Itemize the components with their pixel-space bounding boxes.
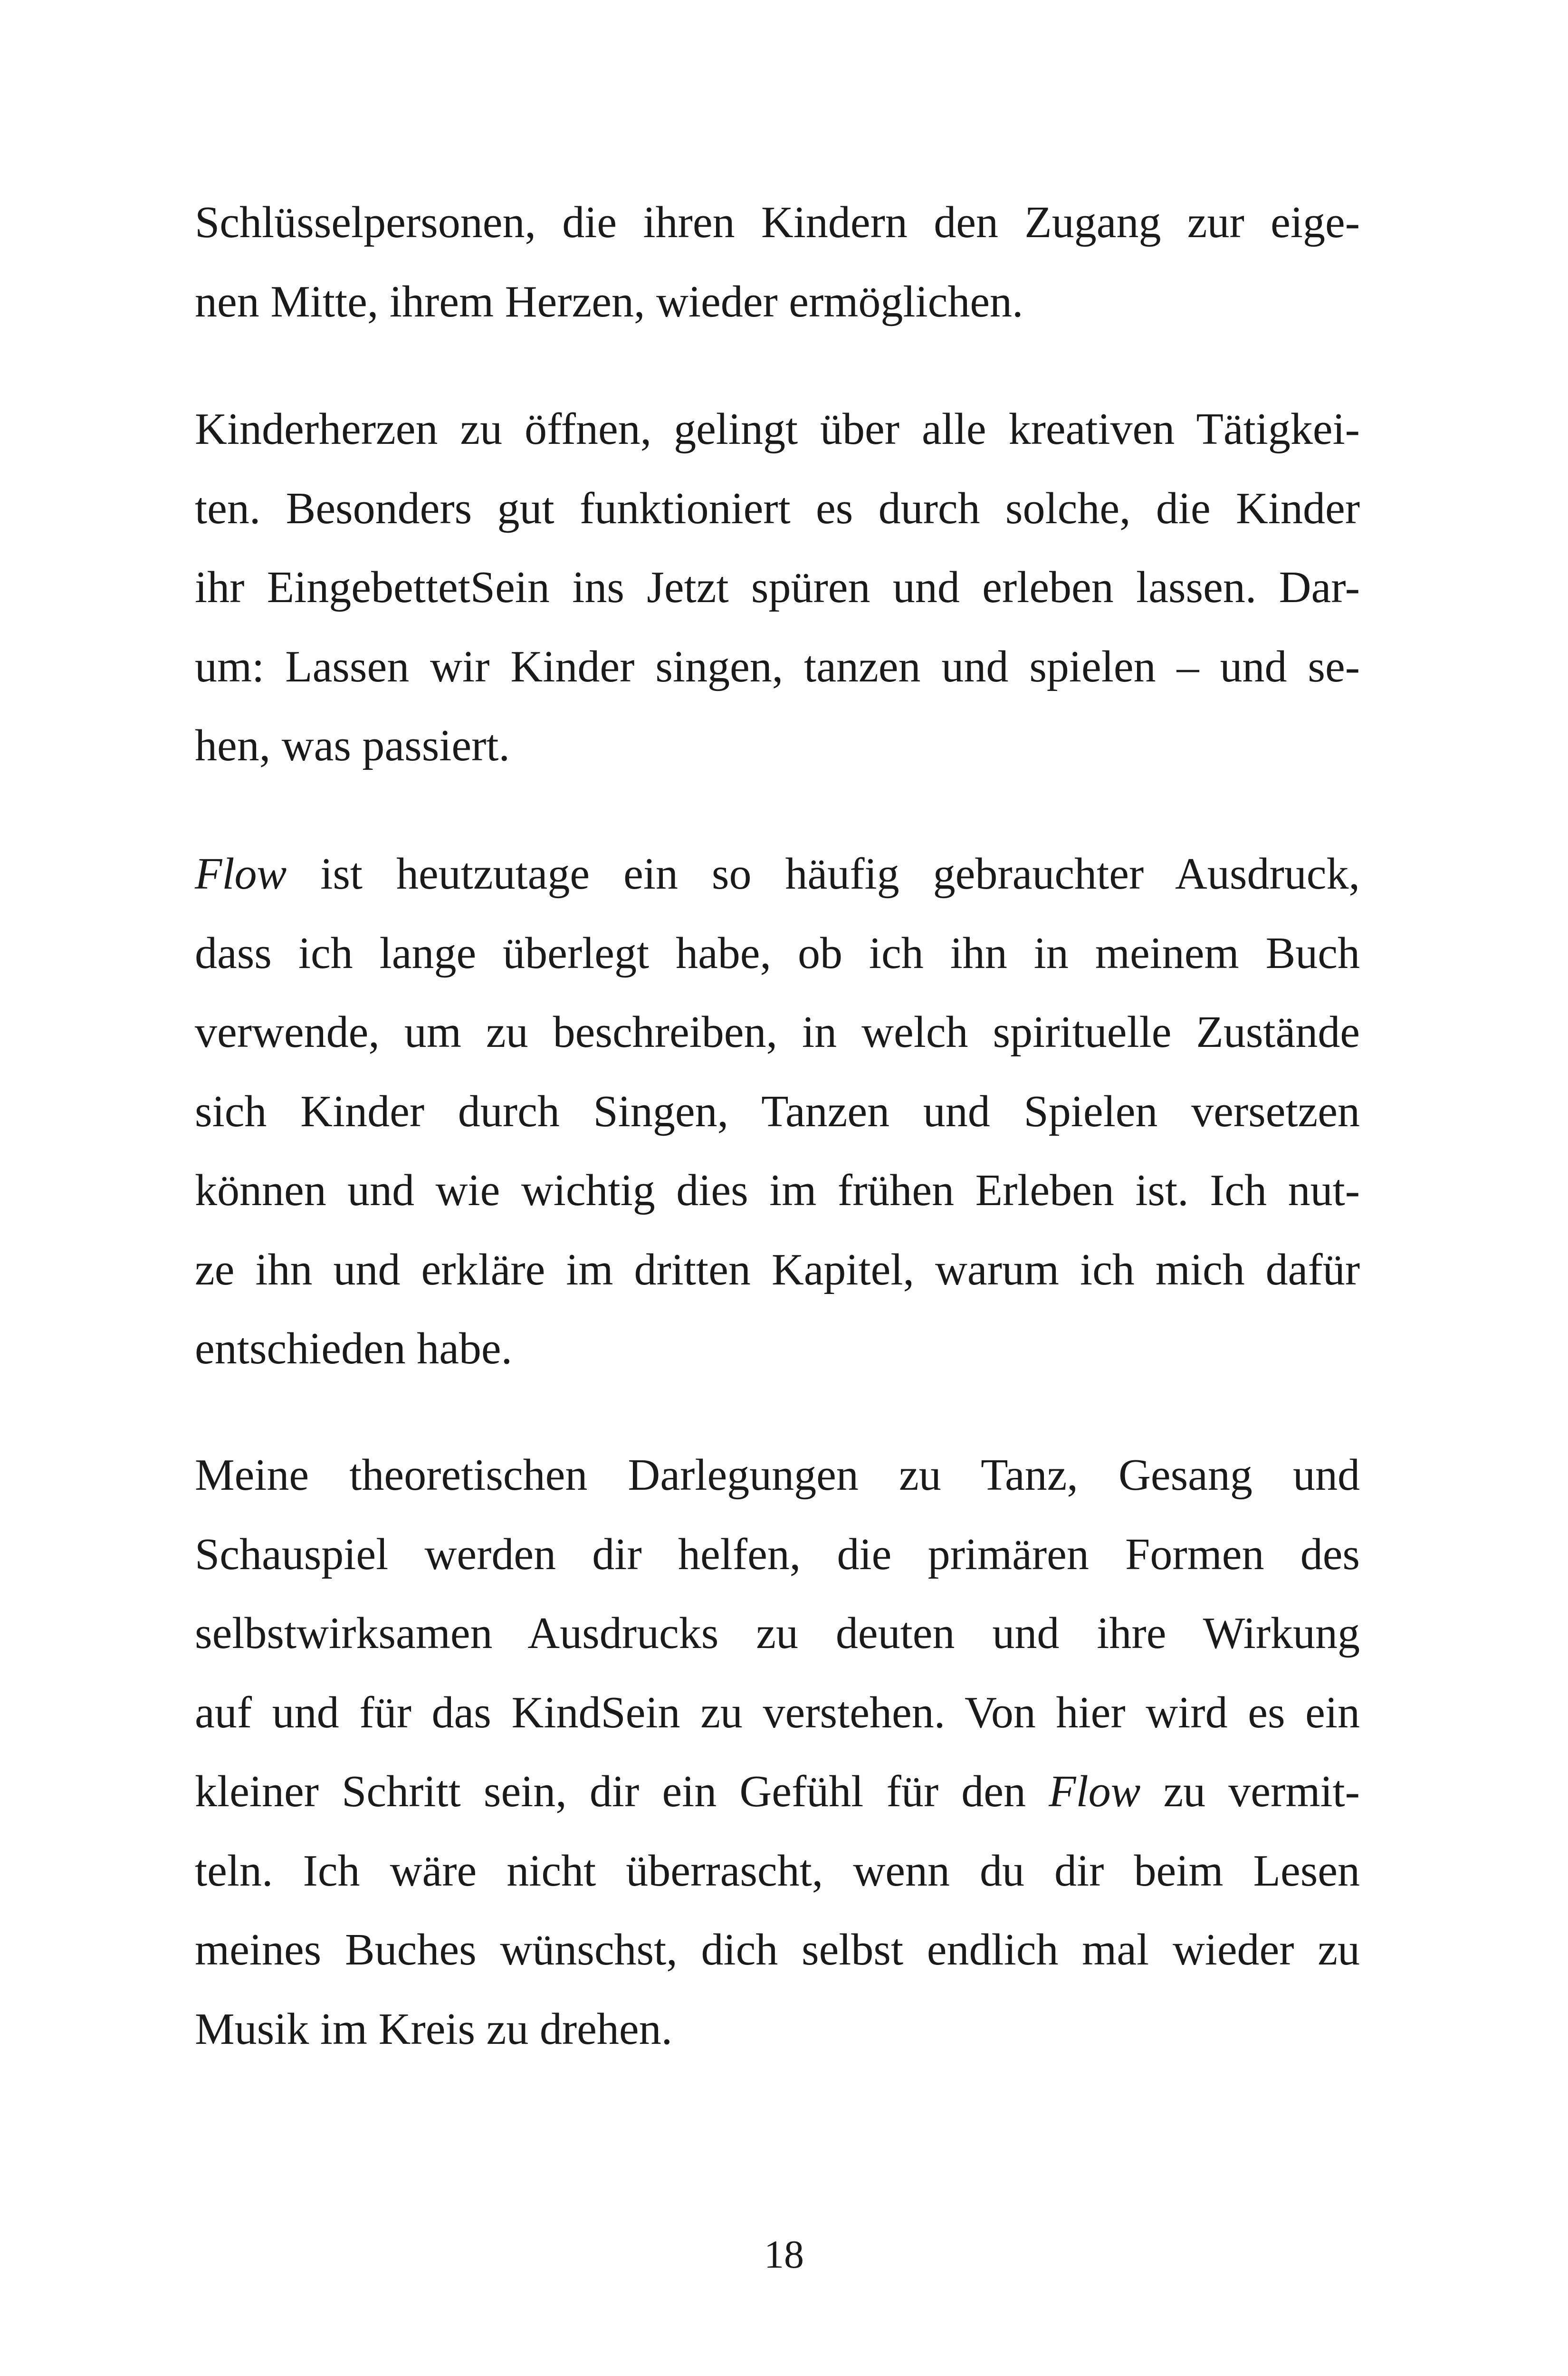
text-line: Musik im Kreis zu drehen. [195,2004,673,2054]
text-line: nen Mitte, ihrem Herzen, wieder ermöglichen. [195,277,1023,326]
text-fragment: ist heutzutage ein so häufig gebrauchter Ausdruck, [287,849,1360,899]
italic-term-flow: Flow [195,849,287,899]
text-line: Schlüsselpersonen, die ihren Kindern den Zugang zur eige- [195,198,1360,247]
text-line [195,834,1360,914]
text-line: Schauspiel werden dir helfen, die primären Formen des [195,1529,1360,1579]
text-fragment: zu vermit- [1140,1767,1360,1816]
paragraph-3 [195,834,1360,1389]
text-line: selbstwirksamen Ausdrucks zu deuten und ihre Wirkung [195,1609,1360,1658]
text-line: können und wie wichtig dies im frühen Erleben ist. Ich nut- [195,1166,1360,1215]
text-line: ten. Besonders gut funktioniert es durch solche, die Kinder [195,483,1360,533]
text-line: meines Buches wünschst, dich selbst endlich mal wieder zu [195,1925,1360,1974]
text-line: dass ich lange überlegt habe, ob ich ihn in meinem Buch [195,928,1360,978]
text-line: hen, was passiert. [195,721,510,770]
text-line: auf und für das KindSein zu verstehen. Von hier wird es ein [195,1687,1360,1737]
paragraph-4 [195,1436,1360,2069]
text-line: Meine theoretischen Darlegungen zu Tanz, Gesang und [195,1450,1360,1500]
text-line: ze ihn und erkläre im dritten Kapitel, warum ich mich dafür [195,1245,1360,1294]
text-line: Kinderherzen zu öffnen, gelingt über alle kreativen Tätigkei- [195,404,1360,454]
text-fragment: kleiner Schritt sein, dir ein Gefühl für den [195,1767,1049,1816]
text-line: entschieden habe. [195,1324,513,1373]
paragraph-2 [195,390,1360,786]
text-line: verwende, um zu beschreiben, in welch spirituelle Zustände [195,1007,1360,1057]
text-line: um: Lassen wir Kinder singen, tanzen und spielen – und se- [195,642,1360,691]
page-number: 18 [764,2232,804,2277]
paragraph-1 [195,183,1360,341]
text-line: sich Kinder durch Singen, Tanzen und Spielen versetzen [195,1086,1360,1136]
text-line: teln. Ich wäre nicht überrascht, wenn du dir beim Lesen [195,1846,1360,1896]
text-line [195,1752,1360,1831]
text-line: ihr EingebettetSein ins Jetzt spüren und erleben lassen. Dar- [195,563,1360,612]
italic-term-flow: Flow [1049,1767,1141,1816]
